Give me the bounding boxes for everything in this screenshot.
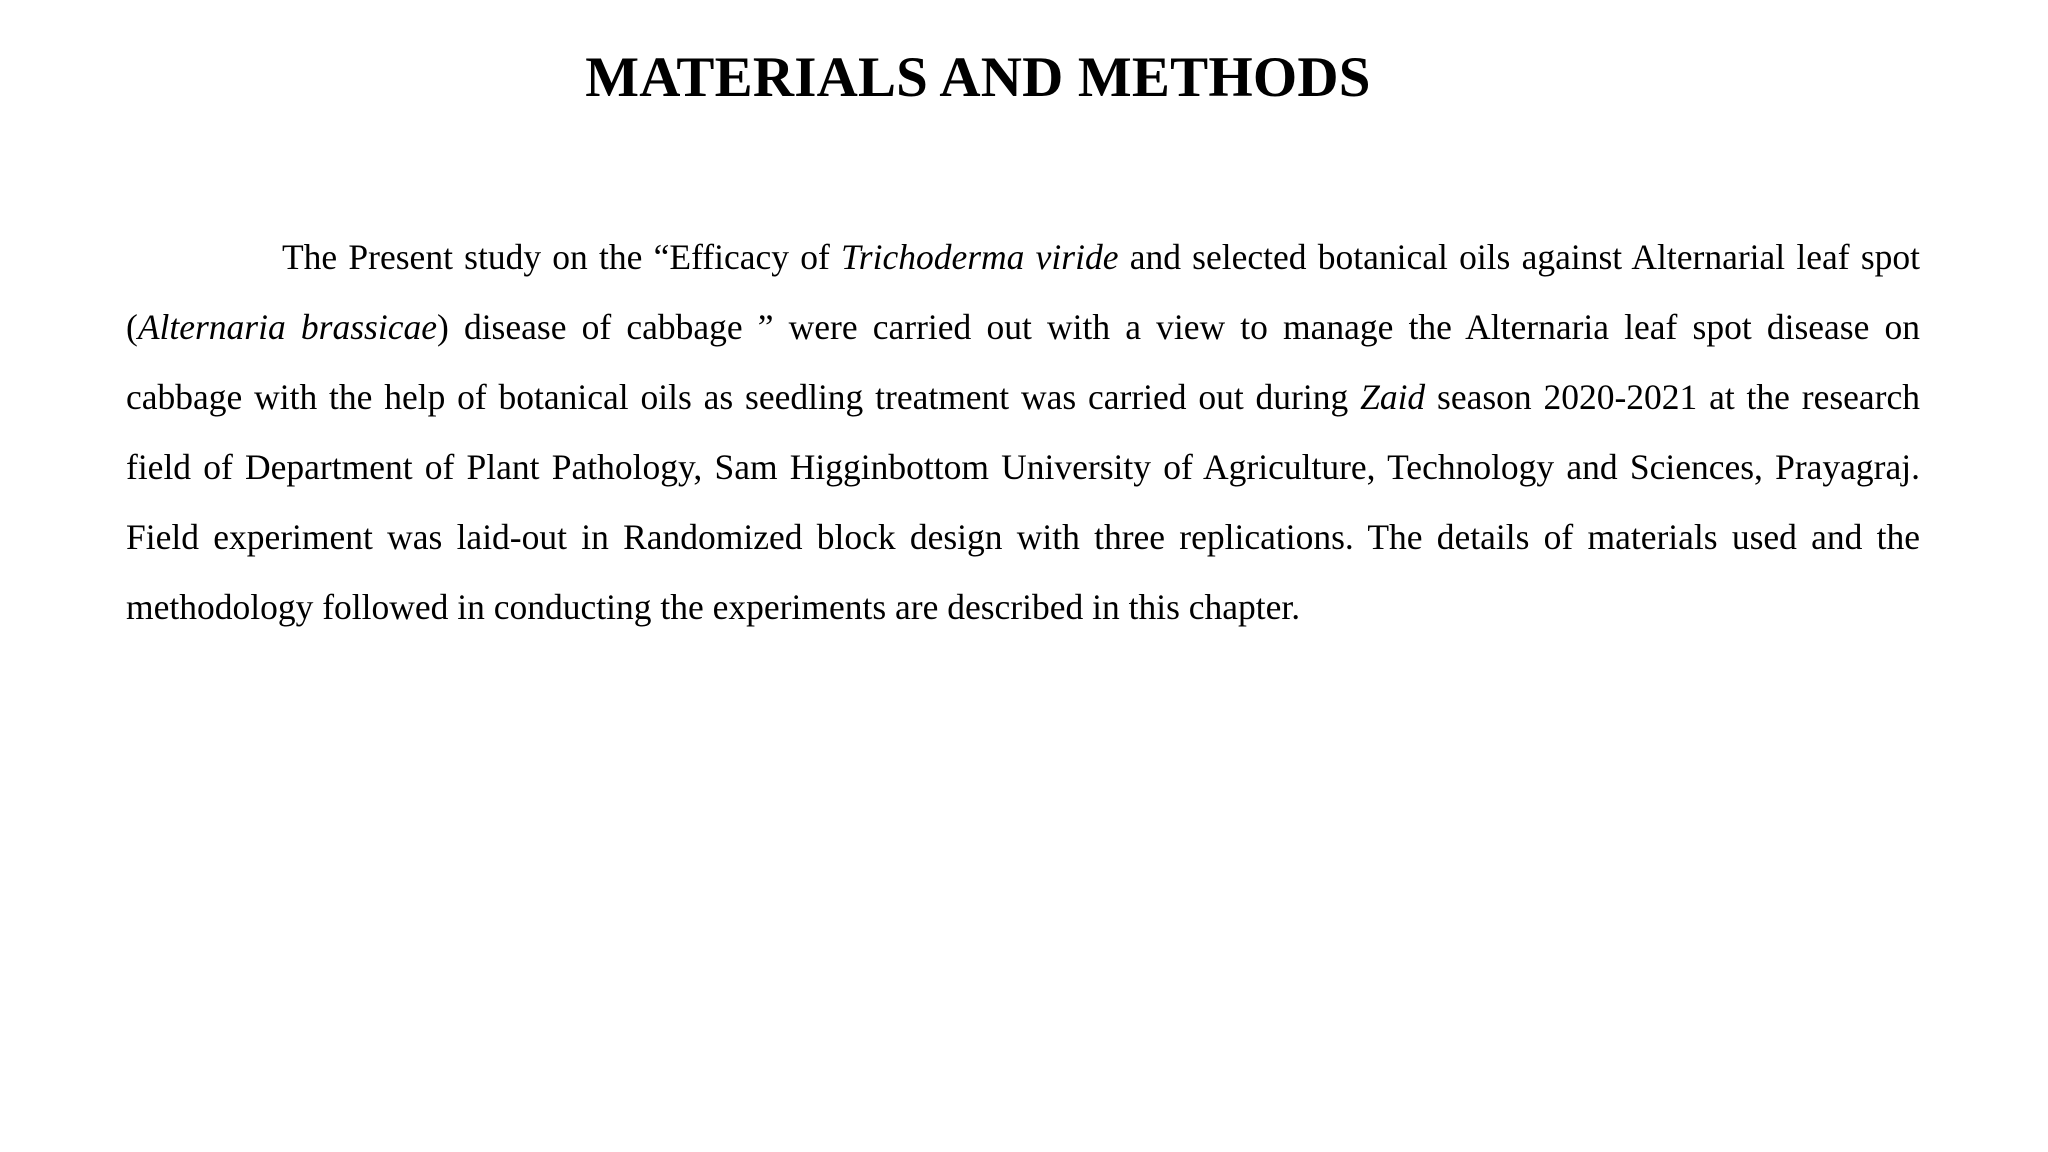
page-title: MATERIALS AND METHODS: [585, 46, 1371, 109]
species-name-trichoderma: Trichoderma viride: [841, 237, 1119, 277]
paragraph-text-4: season 2020-2021 at the research field of Department of Plant Pathology, Sam Higginbottom University of Agriculture, Technology and Sciences, Prayagraj. Field experiment was laid-out in Randomized block design with three replications. The details of materials used and the methodology followed in conducting the experiments are described in this chapter.: [126, 377, 1920, 627]
paragraph-text-2: and selected botanical oils against Alternarial leaf spot (: [126, 237, 1920, 347]
species-name-alternaria: Alternaria brassicae: [137, 307, 437, 347]
paragraph-text-3: ) disease of cabbage ” were carried out with a view to manage the Alternaria leaf spot disease on cabbage with the help of botanical oils as seedling treatment was carried out during: [126, 307, 1920, 417]
paragraph-text-1: The Present study on the “Efficacy of: [282, 237, 841, 277]
body-paragraph: [126, 222, 1920, 642]
season-name-zaid: Zaid: [1360, 377, 1426, 417]
